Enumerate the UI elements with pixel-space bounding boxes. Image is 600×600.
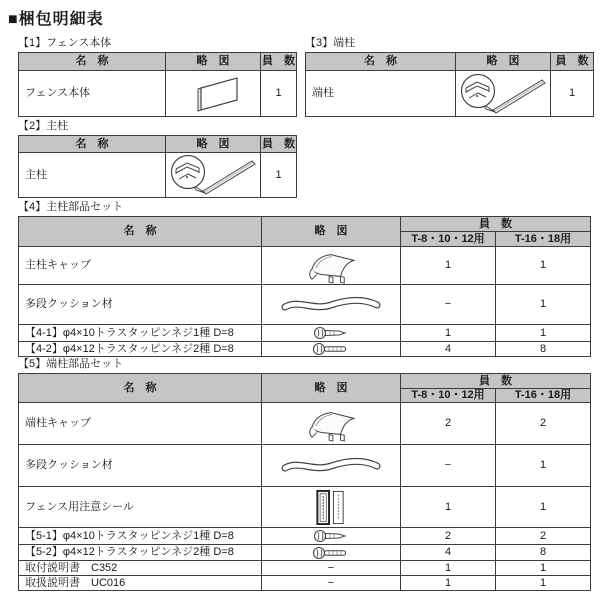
sketch-dash: − [262, 561, 401, 576]
item-qty-t16: 1 [496, 325, 591, 342]
col-header-qty-t16: T-16・18用 [496, 232, 591, 247]
col-header-sketch: 略 図 [262, 374, 401, 403]
caution-sticker-sketch [262, 489, 400, 526]
sketch-dash: − [262, 576, 401, 591]
post-cap-sketch [262, 406, 400, 442]
sketch-cell [262, 325, 401, 342]
item-qty-t8: − [401, 445, 496, 487]
item-name: 主柱 [19, 153, 166, 198]
section-label: 【1】フェンス本体 [18, 37, 112, 49]
col-header-qty-t8: T-8・10・12用 [401, 232, 496, 247]
post-with-detail-sketch [166, 153, 260, 197]
table-row [19, 325, 591, 342]
item-qty-t16: 1 [496, 285, 591, 325]
item-qty-t8: 4 [401, 342, 496, 357]
item-name: 【4-1】φ4×10トラスタッピンネジ1種 D=8 [19, 325, 262, 342]
table-row [19, 487, 591, 528]
screw-short-sketch [262, 326, 400, 340]
section-label: 【4】主柱部品セット [18, 201, 124, 213]
item-qty-t16: 1 [496, 561, 591, 576]
item-qty-t16: 1 [496, 445, 591, 487]
section-main-post-parts [18, 200, 591, 357]
item-qty-t8: 4 [401, 545, 496, 561]
item-qty-t16: 2 [496, 528, 591, 545]
col-header-sketch: 略 図 [166, 53, 261, 71]
col-header-sketch: 略 図 [166, 136, 261, 153]
table-row [19, 561, 591, 576]
col-header-name: 名 称 [19, 217, 262, 247]
screw-long-sketch [262, 546, 400, 560]
section-main-post [18, 119, 297, 198]
section-label: 【3】端柱 [305, 37, 356, 49]
item-qty-t16: 8 [496, 545, 591, 561]
screw-long-sketch [262, 342, 400, 356]
item-qty-t16: 1 [496, 576, 591, 591]
item-qty-t16: 1 [496, 487, 591, 528]
col-header-qty-t8: T-8・10・12用 [401, 389, 496, 403]
col-header-qty: 員 数 [551, 53, 594, 71]
item-name: 【4-2】φ4×12トラスタッピンネジ2種 D=8 [19, 342, 262, 357]
item-qty-t8: 1 [401, 561, 496, 576]
item-name: 取付説明書 C352 [19, 561, 262, 576]
screw-short-sketch [262, 529, 400, 543]
page-title: ■梱包明細表 [8, 11, 104, 28]
item-name: フェンス本体 [19, 71, 166, 117]
table-row [19, 445, 591, 487]
table-row [19, 576, 591, 591]
section-label: 【2】主柱 [18, 120, 69, 132]
col-header-qty: 員 数 [401, 374, 591, 389]
col-header-sketch: 略 図 [262, 217, 401, 247]
section-fence-body [18, 36, 297, 117]
item-name: 【5-2】φ4×12トラスタッピンネジ2種 D=8 [19, 545, 262, 561]
item-qty-t16: 8 [496, 342, 591, 357]
table-row [306, 71, 594, 117]
col-header-qty: 員 数 [401, 217, 591, 232]
item-name: 主柱キャップ [19, 247, 262, 285]
sketch-cell [262, 403, 401, 445]
table-row [19, 285, 591, 325]
table-row [19, 545, 591, 561]
item-name: フェンス用注意シール [19, 487, 262, 528]
item-qty-t16: 2 [496, 403, 591, 445]
table-row [19, 153, 297, 198]
col-header-qty: 員 数 [261, 136, 297, 153]
item-qty-t8: 2 [401, 528, 496, 545]
item-qty: 1 [551, 71, 594, 117]
table-main-post-parts [18, 216, 591, 357]
table-row [19, 403, 591, 445]
table-row [19, 528, 591, 545]
item-qty-t16: 1 [496, 247, 591, 285]
col-header-name: 名 称 [19, 53, 166, 71]
col-header-qty: 員 数 [261, 53, 297, 71]
fence-panel-sketch [166, 73, 260, 115]
table-main-post [18, 135, 297, 198]
sketch-cell [262, 445, 401, 487]
col-header-name: 名 称 [19, 136, 166, 153]
item-qty-t8: − [401, 285, 496, 325]
table-fence-body [18, 52, 297, 117]
sketch-cell [456, 71, 551, 117]
table-end-post-parts [18, 373, 591, 591]
item-qty-t8: 2 [401, 403, 496, 445]
table-row [19, 342, 591, 357]
item-name: 端柱キャップ [19, 403, 262, 445]
col-header-qty-t16: T-16・18用 [496, 389, 591, 403]
item-name: 取扱説明書 UC016 [19, 576, 262, 591]
sketch-cell [262, 545, 401, 561]
table-row [19, 71, 297, 117]
post-with-detail-sketch [456, 72, 550, 116]
col-header-sketch: 略 図 [456, 53, 551, 71]
item-name: 多段クッション材 [19, 445, 262, 487]
sketch-cell [166, 71, 261, 117]
item-name: 多段クッション材 [19, 285, 262, 325]
sketch-cell [262, 342, 401, 357]
cushion-strip-sketch [262, 457, 400, 475]
section-end-post [305, 36, 594, 117]
col-header-name: 名 称 [306, 53, 456, 71]
sketch-cell [262, 487, 401, 528]
item-qty-t8: 1 [401, 576, 496, 591]
col-header-name: 名 称 [19, 374, 262, 403]
item-qty-t8: 1 [401, 487, 496, 528]
item-qty-t8: 1 [401, 247, 496, 285]
item-name: 端柱 [306, 71, 456, 117]
item-qty: 1 [261, 153, 297, 198]
cushion-strip-sketch [262, 296, 400, 314]
table-end-post [305, 52, 594, 117]
section-label: 【5】端柱部品セット [18, 358, 124, 370]
sketch-cell [166, 153, 261, 198]
section-end-post-parts [18, 357, 591, 591]
table-row [19, 247, 591, 285]
item-qty-t8: 1 [401, 325, 496, 342]
post-cap-sketch [262, 248, 400, 284]
sketch-cell [262, 247, 401, 285]
sketch-cell [262, 285, 401, 325]
item-name: 【5-1】φ4×10トラスタッピンネジ1種 D=8 [19, 528, 262, 545]
item-qty: 1 [261, 71, 297, 117]
sketch-cell [262, 528, 401, 545]
